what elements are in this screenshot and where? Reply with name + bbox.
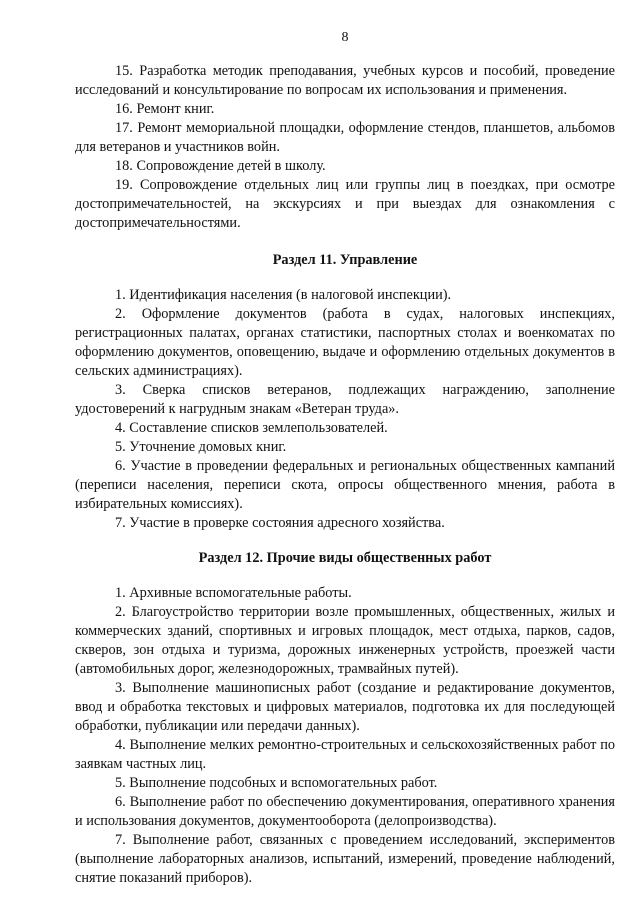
list-item: 15. Разработка методик преподавания, учебных курсов и пособий, проведение исследований и консультирование по вопросам их использования и применения. [75,63,615,98]
list-item: 7. Участие в проверке состояния адресного хозяйства. [115,515,445,531]
list-item: 2. Оформление документов (работа в судах, налоговых инспекциях, регистрационных палатах, органах статистики, паспортных столах и военкоматах по оформлению документов, оповещению, выдаче и оформлению отдельных документов в сельских администрациях). [75,306,615,379]
list-item: 1. Идентификация населения (в налоговой инспекции). [115,287,452,303]
list-item: 1. Архивные вспомогательные работы. [115,585,352,601]
document-page [75,30,615,888]
list-item: 4. Выполнение мелких ремонтно-строительных и сельскохозяйственных работ по заявкам частных лиц. [75,737,615,772]
list-item: 17. Ремонт мемориальной площадки, оформление стендов, планшетов, альбомов для ветеранов и участников войн. [75,120,615,155]
list-item: 6. Участие в проведении федеральных и региональных общественных кампаний (переписи населения, переписи скота, опросы общественного мнения, работа в избирательных комиссиях). [75,458,615,512]
section-12-list [75,584,615,888]
page-number: 8 [341,30,349,45]
list-item: 19. Сопровождение отдельных лиц или группы лиц в поездках, при осмотре достопримечательностей, на экскурсиях и при выездах для ознакомления с достопримечательностями. [75,177,615,231]
list-item: 5. Уточнение домовых книг. [115,439,287,455]
list-item: 3. Выполнение машинописных работ (создание и редактирование документов, ввод и обработка текстовых и цифровых материалов, подготовка их для последующей обработки, публикации или передачи данных). [75,680,615,734]
list-item: 7. Выполнение работ, связанных с проведением исследований, экспериментов (выполнение лабораторных анализов, испытаний, измерений, проведение наблюдений, снятие показаний приборов). [75,832,615,886]
list-item: 18. Сопровождение детей в школу. [115,158,326,174]
section-11-list [75,286,615,533]
list-item: 16. Ремонт книг. [115,101,215,117]
list-item: 4. Составление списков землепользователей. [115,420,388,436]
list-item: 2. Благоустройство территории возле промышленных, общественных, жилых и коммерческих зданий, спортивных и игровых площадок, мест отдыха, парков, садов, скверов, зон отдыха и туризма, дорожных инженерных устройств, проезжей части (автомобильных дорог, железнодорожных, трамвайных путей). [75,604,615,677]
section-11-title: Раздел 11. Управление [272,252,418,268]
list-item: 3. Сверка списков ветеранов, подлежащих награждению, заполнение удостоверений к нагрудным знакам «Ветеран труда». [75,382,615,417]
section-12-title: Раздел 12. Прочие виды общественных работ [198,550,492,566]
list-item: 6. Выполнение работ по обеспечению документирования, оперативного хранения и использования документов, документооборота (делопроизводства). [75,794,615,829]
continued-list [75,62,615,233]
list-item: 5. Выполнение подсобных и вспомогательных работ. [115,775,438,791]
